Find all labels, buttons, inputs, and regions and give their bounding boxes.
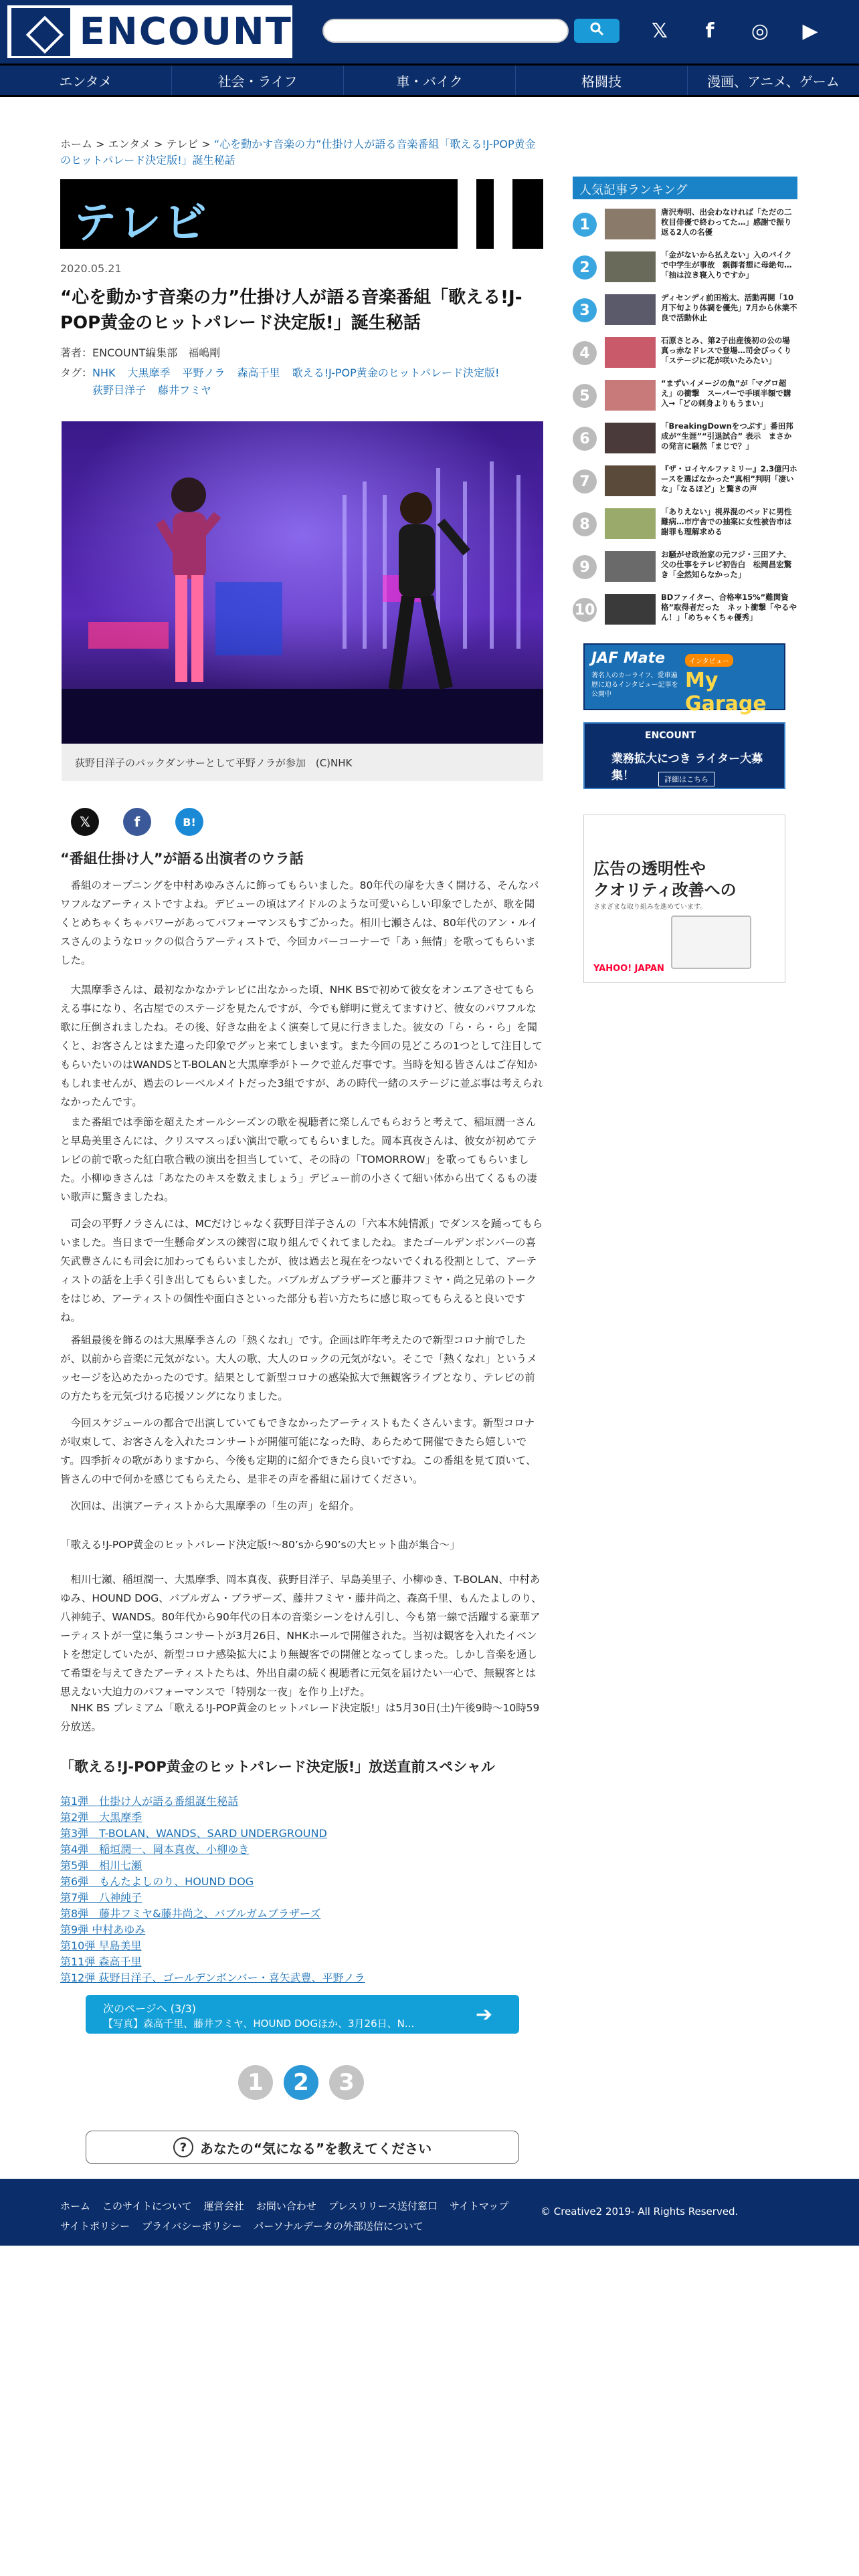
chapter-link[interactable]: 第5弾 相川七瀬: [60, 1859, 142, 1872]
footer-link[interactable]: プレスリリース送付窓口: [328, 2200, 438, 2212]
section-heading: “番組仕掛け人”が語る出演者のウラ話: [60, 851, 304, 867]
facebook-icon: f: [705, 19, 714, 43]
ranking-title: BDファイター、合格率15%”難関資格”取得者だった ネット衝撃「やるやん！」「めちゃくちゃ優秀」: [661, 593, 797, 622]
logo-mark-icon: [11, 8, 70, 56]
youtube-social-button[interactable]: [790, 11, 830, 51]
tag-link[interactable]: 森高千里: [237, 366, 280, 379]
question-icon: ?: [173, 2137, 193, 2157]
chapter-link[interactable]: 第7弾 八神純子: [60, 1891, 142, 1904]
chapter-link[interactable]: 第12弾 荻野目洋子、ゴールデンボンバー・喜矢武豊、平野ノラ: [60, 1971, 365, 1984]
ranking-thumbnail: [605, 209, 656, 239]
share-x-button[interactable]: [71, 808, 99, 836]
ranking-thumbnail: [605, 380, 656, 411]
main-nav: [0, 64, 859, 97]
breadcrumb: [60, 136, 542, 169]
rank-number: 1: [573, 213, 597, 237]
chapter-link[interactable]: 第9弾 中村あゆみ: [60, 1923, 146, 1936]
ranking-title: 石原さとみ、第2子出産後初の公の場 真っ赤なドレスで登場…司会びっくり「ステージに花が咲いたみたい」: [661, 336, 798, 365]
article-paragraph: 次回は、出演アーティストから大黒摩季の「生の声」を紹介。: [60, 1500, 360, 1512]
ranking-item[interactable]: [573, 548, 797, 584]
nav-item-cars[interactable]: 車・バイク: [344, 66, 516, 95]
ranking-title: 『ザ・ロイヤルファミリー』2.3億円ホースを選ばなかった“真相”判明「凄いな」「なるほど」と驚きの声: [661, 464, 797, 494]
footer-links: [60, 2196, 542, 2236]
breadcrumb-sep: >: [198, 138, 214, 150]
rank-number: 10: [573, 598, 597, 622]
rank-number: 8: [573, 512, 597, 536]
ad3-line3: さまざまな取り組みを進めています。: [593, 903, 707, 911]
ad2-cta: 詳細はこちら: [658, 772, 714, 786]
tag-link[interactable]: NHK: [92, 366, 116, 379]
ad1-brand: JAF Mate: [591, 650, 666, 667]
ranking-item[interactable]: [573, 292, 797, 328]
yahoo-ad-banner[interactable]: [583, 815, 785, 983]
facebook-icon: f: [134, 814, 140, 830]
chapter-link[interactable]: 第8弾 藤井フミヤ&藤井尚之、バブルガムブラザーズ: [60, 1907, 321, 1920]
writer-recruit-ad-banner[interactable]: [583, 722, 785, 789]
footer-link[interactable]: プライバシーポリシー: [141, 2220, 242, 2232]
nav-item-anime[interactable]: 漫画、アニメ、ゲーム: [707, 73, 840, 90]
ranking-thumbnail: [605, 251, 656, 282]
ranking-title: 「金がないから払えない」入のバイクで中学生が事故 親御者想に母絶句…「抽は泣き寝入りですか」: [661, 250, 792, 280]
chapter-link[interactable]: 第1弾 仕掛け人が語る番組誕生秘話: [60, 1795, 239, 1808]
arrow-right-icon: ➔: [475, 2003, 492, 2026]
ranking-title: 唐沢寿明、出会わなければ「ただの二枚目俳優で終わってた…」感謝で振り返る2人の名優: [661, 207, 792, 237]
tag-link[interactable]: 大黒摩季: [127, 366, 171, 379]
ad1-badge: インタビュー: [685, 654, 733, 667]
tag-link[interactable]: 荻野目洋子: [92, 384, 147, 397]
chapter-list: [60, 1794, 542, 1986]
footer-link[interactable]: 運営会社: [203, 2200, 244, 2212]
site-header: [0, 0, 859, 64]
footer-link[interactable]: お問い合わせ: [256, 2200, 316, 2212]
ranking-heading: 人気記事ランキング: [573, 177, 797, 199]
next-page-label: 次のページへ (3/3): [103, 2002, 197, 2015]
chapter-link[interactable]: 第2弾 大黒摩季: [60, 1811, 142, 1824]
breadcrumb-sep: >: [150, 138, 167, 150]
article-paragraph: NHK BS プレミアム「歌える!J-POP黄金のヒットパレード決定版!」は5月30日(土)午後9時～10時59分放送。: [60, 1702, 540, 1733]
ranking-thumbnail: [605, 337, 656, 368]
interest-feedback-button[interactable]: [86, 2131, 519, 2164]
search-input[interactable]: [322, 19, 569, 43]
ranking-item[interactable]: [573, 334, 797, 370]
nav-item-entame[interactable]: エンタメ: [0, 66, 172, 95]
ad2-brand: ENCOUNT: [645, 730, 696, 741]
next-page-button[interactable]: [86, 1995, 519, 2034]
ad1-sub: 著名人のカーライフ、愛車遍歴に迫るインタビュー記事を公開中: [591, 672, 678, 698]
site-footer: [0, 2179, 859, 2246]
footer-link[interactable]: サイトポリシー: [60, 2220, 130, 2232]
chapter-link[interactable]: 第11弾 森高千里: [60, 1955, 142, 1968]
article-paragraph: 相川七瀬、稲垣潤一、大黒摩季、岡本真夜、荻野目洋子、早島美里子、小柳ゆき、T-BOLAN、中村あゆみ、HOUND DOG、バブルガム・ブラザーズ、藤井フミヤ・藤井尚之、森高千里、もんたよしのり、八神純子、WANDS。80年代から90年代の日本の音楽シーンをけん引し、今も第一線で活躍する豪華アーティストが一堂に集うコンサートが3月26日、NHKホールで開催された。当初は観客を入れたイベントを想定していたが、新型コロナ感染拡大により無観客での開催となってしまった。しかし音楽を通して希望を与えてきたアーティストたちは、外出自粛の続く視聴者に元気を届けたい一心で、無観客とは思えない大迫力のパフォーマンスで「特別な一夜」を作り上げた。: [60, 1574, 542, 1698]
ranking-item[interactable]: [573, 463, 797, 499]
article-paragraph: 大黒摩季さんは、最初なかなかテレビに出なかった頃、NHK BSで初めて彼女をオンエアさせてもらえる事になり、名古屋でのステージを見たんですが、今でも鮮明に覚えてますけど、彼女のパワフルな歌に圧倒されましたね。その後、好きな曲をよく演奏して見に行きました。彼女の「ら・ら・ら」を聞くと、お客さんとはまた違った印象でグッと来てしまいます。また今回の見どころの1つとして注目してもらいたいのはWANDSとT-BOLANと大黒摩季がトークで並んだ事です。当時を知る皆さんはご存知かもしれませんが、過去のレーベルメイトだった3組ですが、あの時代一緒のステージに並ぶ事は考えられなかったんです。: [60, 984, 543, 1108]
footer-link[interactable]: このサイトについて: [102, 2200, 192, 2212]
page-link-1[interactable]: 1: [238, 2065, 273, 2100]
breadcrumb-sep: >: [92, 138, 108, 150]
laptop-illustration: [671, 916, 751, 969]
ranking-item[interactable]: [573, 420, 797, 456]
logo-text: ENCOUNT: [79, 10, 292, 53]
breadcrumb-home[interactable]: ホーム: [60, 138, 93, 150]
ranking-item[interactable]: [573, 591, 797, 627]
footer-link[interactable]: サイトマップ: [449, 2200, 509, 2212]
stage-photo-illustration: [62, 421, 543, 744]
x-icon: 𝕏: [79, 814, 91, 830]
youtube-icon: ▶: [802, 19, 818, 43]
nav-item-fighting[interactable]: 格闘技: [516, 66, 688, 95]
x-social-button[interactable]: [640, 11, 680, 51]
ad2-sub: 業務拡大につき ライター大募集！: [611, 752, 763, 782]
facebook-social-button[interactable]: [690, 11, 730, 51]
article-paragraph: 今回スケジュールの都合で出演していてもできなかったアーティストもたくさんいます。新型コロナが収束して、お客さんを入れたコンサートが開催可能になった時、あらためて開催できたら嬉しいです。四季折々の歌がありますから、今後も定期的に紹介できたら良いですね。この番組を見て頂いて、皆さんの中で何かを感じてもらえたら、是非その声を番組に届けてください。: [60, 1417, 537, 1485]
x-icon: 𝕏: [651, 19, 668, 43]
article-title: “心を動かす音楽の力”仕掛け人が語る音楽番組「歌える!J-POP黄金のヒットパレード決定版!」誕生秘話: [60, 288, 522, 333]
ranking-title: “まずいイメージの魚”が「マグロ超え」の衝撃 スーパーで手頃半額で購入→「どの刺身よりもうまい」: [661, 379, 791, 408]
instagram-icon: ◎: [751, 19, 769, 43]
ranking-item[interactable]: [573, 249, 797, 285]
tag-link[interactable]: 藤井フミヤ: [158, 384, 212, 397]
ad3-line2: クオリティ改善への: [593, 881, 737, 899]
ad1-title: My Garage: [685, 669, 767, 716]
instagram-social-button[interactable]: [740, 11, 780, 51]
publish-date: 2020.05.21: [60, 262, 122, 275]
footer-link[interactable]: パーソナルデータの外部送信について: [254, 2220, 423, 2232]
ranking-item[interactable]: [573, 506, 797, 542]
banner-stripe: [458, 179, 476, 249]
interest-button-label: あなたの“気になる”を教えてください: [199, 2140, 432, 2157]
ranking-item[interactable]: [573, 206, 797, 242]
ranking-title: 「ありえない」視界混のベッドに男性難病…市庁舎での抽案に女性被告市は謝罪も理解求める: [661, 507, 792, 536]
ranking-thumbnail: [605, 294, 656, 325]
tags-label: タグ：: [60, 366, 93, 379]
tag-link[interactable]: 歌える!J-POP黄金のヒットパレード決定版!: [292, 366, 500, 379]
ranking-thumbnail: [605, 423, 656, 453]
search-button[interactable]: [574, 19, 619, 43]
ad3-brand: YAHOO! JAPAN: [593, 964, 664, 974]
ad3-line1: 広告の透明性や: [593, 859, 706, 878]
copyright: © Creative2 2019- All Rights Reserved.: [541, 2206, 739, 2218]
rank-number: 2: [573, 255, 597, 280]
tag-link[interactable]: 平野ノラ: [182, 366, 225, 379]
ranking-thumbnail: [605, 465, 656, 496]
ranking-title: 「BreakingDownをつぶす」番田邦成が“生涯”“引退試合” 表示 まさかの発言に騒然「まじで？」: [661, 421, 793, 451]
rank-number: 4: [573, 341, 597, 365]
rank-number: 7: [573, 469, 597, 494]
footer-link[interactable]: ホーム: [60, 2200, 91, 2212]
rank-number: 6: [573, 427, 597, 451]
ranking-title: ディセンディ前田裕太、活動再開「10月下旬より体調を優先」7月から休業不良で活動休止: [661, 293, 797, 322]
rank-number: 3: [573, 298, 597, 322]
article-paragraph: 「歌える!J-POP黄金のヒットパレード決定版!～80’sから90’sの大ヒット曲が集合～」: [60, 1539, 460, 1551]
page-link-3[interactable]: 3: [329, 2065, 364, 2100]
article-paragraph: 番組のオープニングを中村あゆみさんに飾ってもらいました。80年代の扉を大きく開ける、そんなパワフルなアーティストですよね。デビューの頃はアイドルのような可愛いらしい印象でしたが、歌を聞くとめちゃくちゃパワーがあってパフォーマンスもすごかった。相川七瀬さんは、80年代のアン・ルイスさんのようなロックの似合うアーティストで、今回カバーコーナーで「あゝ無情」を歌ってもらいました。: [60, 879, 539, 966]
category-title: テレビ: [74, 199, 209, 248]
article-paragraph: 司会の平野ノラさんには、MCだけじゃなく荻野目洋子さんの「六本木純情派」でダンスを踊ってもらいました。当日まで一生懸命ダンスの練習に取り組んでくれてましたね。またゴールデンボンバーの喜矢武豊さんにも司会に加わってもらいましたが、彼は過去と現在をつないでくれる役割として、アーティストの話を上手く引き出してもらいました。バブルガムブラザーズと藤井フミヤ・尚之兄弟のトークをはじめ、アーティストの個性や面白さといった部分も若い方たちに感じ取ってもらえると良いですね。: [60, 1218, 543, 1323]
hero-photo: [62, 421, 543, 744]
share-hatena-button[interactable]: [175, 808, 203, 836]
chapter-link[interactable]: 第3弾 T-BOLAN、WANDS、SARD UNDERGROUND: [60, 1827, 327, 1840]
search-icon: [589, 21, 605, 37]
breadcrumb-tv[interactable]: テレビ: [166, 138, 199, 150]
share-facebook-button[interactable]: [123, 808, 151, 836]
breadcrumb-entame[interactable]: エンタメ: [108, 138, 151, 150]
special-heading: 「歌える!J-POP黄金のヒットパレード決定版!」放送直前スペシャル: [60, 1759, 495, 1775]
chapter-link[interactable]: 第10弾 早島美里: [60, 1939, 142, 1952]
ranking-item[interactable]: [573, 377, 797, 413]
page-link-2-current[interactable]: 2: [284, 2065, 318, 2100]
ranking-thumbnail: [605, 594, 656, 625]
chapter-link[interactable]: 第4弾 稲垣潤一、岡本真夜、小柳ゆき: [60, 1843, 250, 1856]
breadcrumb-current[interactable]: “心を動かす音楽の力”仕掛け人が語る音楽番組「歌える!J-POP黄金のヒットパレード決定版!」誕生秘話: [60, 138, 536, 167]
article-author: 著者：ENCOUNT編集部 福嶋剛: [60, 346, 221, 359]
article-paragraph: 番組最後を飾るのは大黒摩季さんの「熱くなれ」です。企画は昨年考えたので新型コロナ前でしたが、以前から音楽に元気がない。大人の歌、大人のロックの元気がない。そこで「熱くなれ」というメッセージを込めたかったのです。結果として新型コロナの感染拡大で無観客ライブとなり、テレビの前の方たちを元気づける応援ソングになりました。: [60, 1334, 537, 1402]
rank-number: 5: [573, 384, 597, 408]
rank-number: 9: [573, 555, 597, 579]
jafmate-ad-banner[interactable]: [583, 643, 785, 716]
category-banner: [60, 179, 543, 249]
ranking-thumbnail: [605, 551, 656, 582]
tag-list: [60, 364, 543, 399]
site-logo[interactable]: [5, 3, 294, 60]
hatena-icon: B!: [183, 815, 196, 829]
chapter-link[interactable]: 第6弾 もんたよしのり、HOUND DOG: [60, 1875, 254, 1888]
ranking-title: お騒がせ政治家の元フジ・三田アナ、父の仕事をテレビ初告白 松岡昌宏驚き「全然知らなかった」: [661, 550, 792, 579]
ranking-thumbnail: [605, 508, 656, 539]
article-paragraph: また番組では季節を超えたオールシーズンの歌を視聴者に楽しんでもらおうと考えて、稲垣潤一さんと早島美里さんには、クリスマスっぽい演出で歌ってもらいました。岡本真夜さんは、彼女が初めてテレビの前で歌った紅白歌合戦の演出を担当していて、その時の「TOMORROW」を歌ってもらいました。小柳ゆきさんは「あなたのキスを数えましょう」デビュー前の小さくて細い体から出てくるもの凄い歌声に驚きましたね。: [60, 1116, 537, 1203]
banner-stripe: [494, 179, 512, 249]
nav-item-society[interactable]: 社会・ライフ: [172, 66, 344, 95]
next-page-desc: 【写真】森高千里、藤井フミヤ、HOUND DOGほか、3月26日、N...: [103, 2018, 415, 2030]
photo-caption: 荻野目洋子のバックダンサーとして平野ノラが参加 (C)NHK: [62, 744, 543, 781]
